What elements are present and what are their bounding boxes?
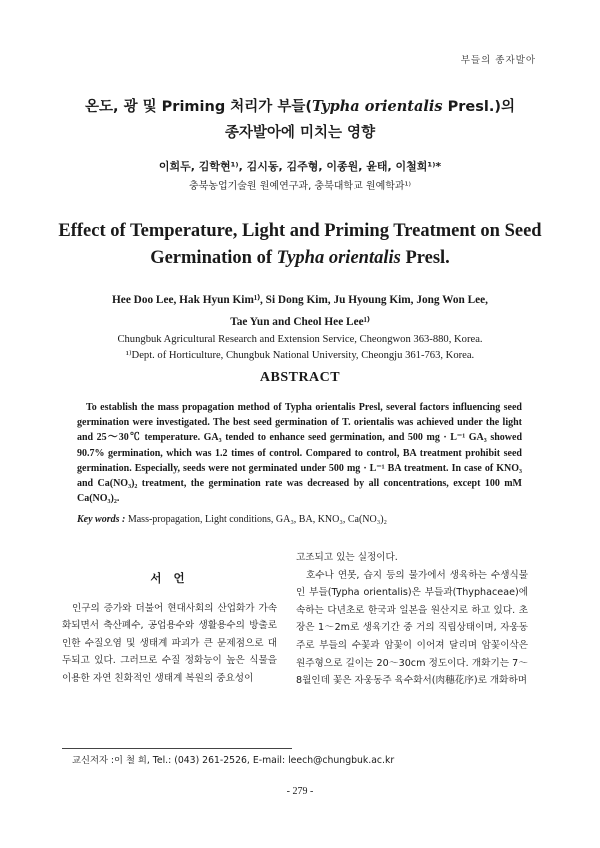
english-title-pre: Germination of — [150, 248, 277, 268]
running-head: 부들의 종자발아 — [460, 55, 536, 66]
english-authors — [40, 289, 560, 333]
intro-heading: 서 언 — [150, 571, 189, 585]
keywords — [77, 514, 540, 525]
corresponding-author-footnote: 교신저자 :이 철 희, Tel.: (043) 261-2526, E-mail: leech@chungbuk.ac.kr — [72, 755, 395, 766]
abstract-heading: ABSTRACT — [259, 370, 341, 385]
korean-authors: 이희두, 김학현¹⁾, 김시동, 김주형, 이종원, 윤태, 이철희¹⁾* — [158, 160, 442, 173]
english-authors-line1: Hee Doo Lee, Hak Hyun Kim¹⁾, Si Dong Kim, Ju Hyoung Kim, Jong Won Lee, — [112, 294, 488, 306]
korean-title-pre: 온도, 광 및 Priming 처리가 부들( — [85, 99, 312, 115]
intro-paragraph-1-cont: 고조되고 있는 실정이다. — [296, 552, 398, 563]
english-affiliation-line1: Chungbuk Agricultural Research and Extension Service, Cheongwon 363-880, Korea. — [117, 334, 483, 345]
intro-right-column — [296, 549, 528, 690]
abstract-body — [77, 400, 522, 506]
english-authors-line2: Tae Yun and Cheol Hee Lee¹⁾ — [230, 316, 370, 328]
footnote-divider — [62, 748, 292, 749]
korean-title-line2: 종자발아에 미치는 영향 — [224, 125, 376, 141]
korean-title-line1 — [40, 94, 560, 120]
keywords-label: Key words : — [77, 514, 126, 525]
english-affiliation-line2: ¹⁾Dept. of Horticulture, Chungbuk National University, Cheongju 361-763, Korea. — [125, 350, 475, 361]
intro-left-column — [62, 570, 277, 688]
korean-title-post: Presl.)의 — [442, 99, 515, 115]
intro-paragraph-1: 인구의 증가와 더불어 현대사회의 산업화가 가속화되면서 축산폐수, 공업용수와 생활용수의 방출로 인한 수질오염 및 생태계 파괴가 큰 문제점으로 대두되고 있다. 그러므로 수질 정화능이 높은 식물을 이용한 자연 친화적인 생태계 복원의 중요성이 — [62, 602, 277, 684]
english-affiliation — [40, 332, 560, 364]
korean-title — [40, 94, 560, 146]
page-number: - 279 - — [286, 786, 314, 797]
english-title — [30, 218, 570, 272]
korean-affiliation: 충북농업기술원 원예연구과, 충북대학교 원예학과¹⁾ — [188, 181, 412, 192]
abstract-text: To establish the mass propagation method of Typha orientalis Presl, several factors influencing seed germination were investigated. The best seed germination of T. orientalis was achieved under the light and 25～30℃ temperature. GA₃ tended to enhance seed germination, and 500 mg · L⁻¹ GA₃ showed 90.7% germination, which was 1.2 times of control. Compared to control, BA treatment prohibit seed germination. Especially, seeds were not germinated under 500 mg · L⁻¹ BA treatment. In case of KNO₃ and Ca(NO₃)₂ treatment, the germination rate was decreased by all concentrations, except 100 mM Ca(NO₃)₂. — [77, 402, 522, 505]
keywords-text: Mass-propagation, Light conditions, GA₃, BA, KNO₃, Ca(NO₃)₂ — [125, 514, 388, 525]
intro-paragraph-2: 호수나 연못, 습지 등의 물가에서 생육하는 수생식물인 부들(Typha orientalis)은 부들과(Thyphaceae)에 속하는 다년초로 한국과 일본을 원산지로 하고 있다. 초장은 1～2m로 생육기간 중 거의 직립상태이며, 자웅동주로 부들의 수꽃과 암꽃이 이어져 달리며 암꽃이삭은 원주형으로 길이는 20～30cm 정도이다. 개화기는 7～8월인데 꽃은 자웅동주 육수화서(肉穗花序)로 개화하며 — [296, 569, 528, 687]
english-title-line2 — [30, 245, 570, 272]
english-title-line1: Effect of Temperature, Light and Priming Treatment on Seed — [58, 221, 542, 241]
english-title-post: Presl. — [400, 248, 450, 268]
korean-title-species: Typha orientalis — [311, 98, 443, 115]
english-title-species: Typha orientalis — [276, 248, 401, 268]
